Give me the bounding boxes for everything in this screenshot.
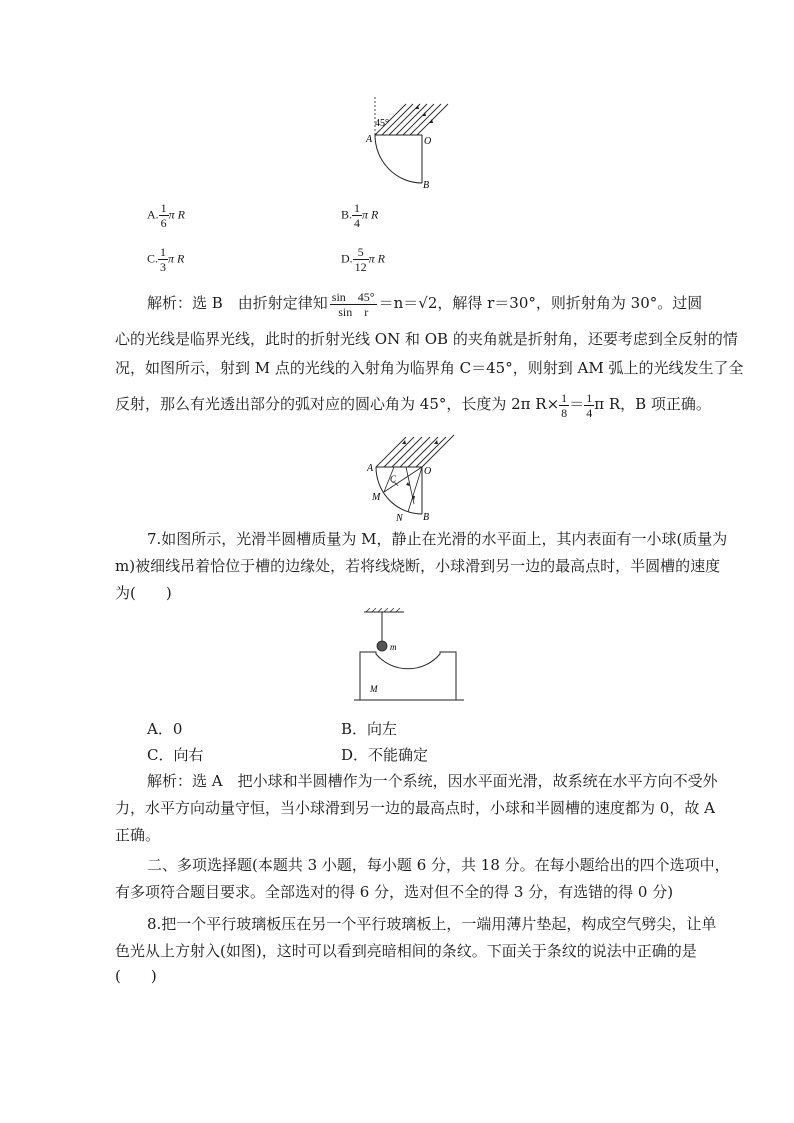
q7-line2: m)被细线吊着恰位于槽的边缘处，若将线烧断，小球滑到另一边的最高点时，半圆槽的速度 bbox=[115, 557, 721, 575]
q8-line1: 8.把一个平行玻璃板压在另一个平行玻璃板上，一端用薄片垫起，构成空气劈尖，让单 bbox=[147, 915, 717, 933]
fraction bbox=[559, 391, 569, 420]
fig2-label-a: A bbox=[367, 463, 374, 474]
fraction bbox=[352, 201, 362, 230]
analysis6-line4 bbox=[115, 390, 711, 420]
fig1-angle-label: 45° bbox=[375, 118, 389, 129]
denominator: 3 bbox=[160, 260, 167, 274]
option-letter: A. bbox=[147, 207, 159, 222]
fig3-label-m-small: m bbox=[390, 642, 397, 652]
numerator: 5 bbox=[353, 245, 369, 260]
denominator: 6 bbox=[160, 216, 167, 230]
fig2-label-c: C bbox=[390, 474, 397, 484]
q8-line2: 色光从上方射入(如图)，这时可以看到亮暗相间的条纹。下面关于条纹的说法中正确的是 bbox=[115, 942, 697, 960]
fig1-label-a: A bbox=[366, 134, 373, 145]
option-letter: B. bbox=[341, 207, 353, 222]
option-tail: π R bbox=[168, 251, 185, 266]
q7-line3: 为( ) bbox=[115, 584, 172, 602]
section2-line1: 二、多项选择题(本题共 3 小题，每小题 6 分，共 18 分。在每小题给出的四个选项中， bbox=[147, 856, 730, 874]
analysis-text: 解析：选 B 由折射定律知 bbox=[147, 294, 328, 312]
fig2-label-b: B bbox=[423, 512, 430, 522]
numerator: 1 bbox=[160, 201, 167, 215]
numerator: 1 bbox=[561, 390, 568, 405]
denominator: 4 bbox=[354, 216, 361, 230]
option-letter: C. bbox=[147, 251, 159, 266]
figure-1-semicircle bbox=[360, 95, 450, 195]
fig2-label-o: O bbox=[424, 466, 432, 477]
option-d[interactable] bbox=[341, 245, 385, 274]
sin-fraction bbox=[330, 290, 377, 319]
denominator: 12 bbox=[354, 260, 367, 274]
option-tail: π R bbox=[168, 207, 186, 222]
analysis-text: π R，B 项正确。 bbox=[594, 395, 711, 413]
numerator: 1 bbox=[354, 201, 361, 215]
analysis6-line1 bbox=[147, 289, 702, 319]
option-tail: π R bbox=[362, 207, 379, 222]
q8-line3: ( ) bbox=[115, 967, 157, 985]
fig3-label-m-big: M bbox=[370, 684, 378, 694]
fig1-label-o: O bbox=[424, 136, 432, 147]
section2-line2: 有多项符合题目要求。全部选对的得 6 分，选对但不全的得 3 分，有选错的得 0 分) bbox=[115, 883, 674, 901]
fig1-label-b: B bbox=[423, 180, 430, 191]
analysis-text: ＝n＝√2，解得 r＝30°，则折射角为 30°。过圆 bbox=[378, 294, 703, 312]
option-a[interactable] bbox=[147, 201, 185, 230]
fraction bbox=[158, 245, 168, 274]
option-c[interactable] bbox=[147, 245, 184, 274]
option-tail: π R bbox=[368, 251, 386, 266]
q7-option-b[interactable]: B．向左 bbox=[341, 720, 398, 738]
fig2-label-m: M bbox=[372, 492, 381, 503]
denominator: sin r bbox=[338, 304, 369, 319]
fraction bbox=[353, 245, 369, 274]
numerator: 1 bbox=[586, 390, 593, 405]
analysis-text: 反射，那么有光透出部分的弧对应的圆心角为 45°，长度为 2π R× bbox=[115, 395, 560, 413]
q7-option-a[interactable]: A．0 bbox=[147, 720, 183, 738]
figure-3-groove bbox=[354, 608, 466, 706]
denominator: 4 bbox=[586, 405, 593, 420]
numerator: sin 45° bbox=[331, 289, 375, 304]
analysis6-line3: 况，如图所示，射到 M 点的光线的入射角为临界角 C＝45°，则射到 AM 弧上的光线发生了全 bbox=[115, 359, 744, 377]
analysis-text: ＝ bbox=[569, 395, 585, 413]
q7-line1: 7.如图所示，光滑半圆槽质量为 M，静止在光滑的水平面上，其内表面有一小球(质量为 bbox=[147, 530, 728, 548]
q7-option-c[interactable]: C．向右 bbox=[147, 746, 204, 764]
analysis7-line1: 解析：选 A 把小球和半圆槽作为一个系统，因水平面光滑，故系统在水平方向不受外 bbox=[147, 772, 718, 790]
analysis7-line3: 正确。 bbox=[115, 826, 161, 844]
fig2-label-n: N bbox=[396, 513, 403, 522]
numerator: 1 bbox=[160, 245, 167, 259]
denominator: 8 bbox=[561, 405, 568, 420]
option-b[interactable] bbox=[341, 201, 378, 230]
q7-option-d[interactable]: D．不能确定 bbox=[341, 746, 429, 764]
option-letter: D. bbox=[341, 251, 353, 266]
figure-2-critical-angle bbox=[362, 430, 462, 522]
analysis7-line2: 力，水平方向动量守恒，当小球滑到另一边的最高点时，小球和半圆槽的速度都为 0，故 A bbox=[115, 799, 715, 817]
analysis6-line2: 心的光线是临界光线，此时的折射光线 ON 和 OB 的夹角就是折射角，还要考虑到全反射的情 bbox=[115, 330, 738, 348]
fraction bbox=[159, 201, 169, 230]
fraction bbox=[584, 391, 594, 420]
